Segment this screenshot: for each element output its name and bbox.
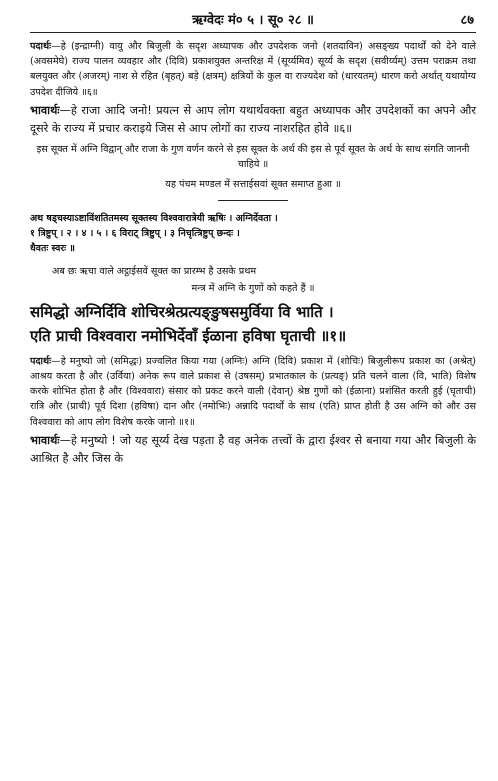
page-number: ८७: [460, 13, 474, 28]
bhavartha-text: —हे राजा आदि जनो! प्रयत्न से आप लोग यथार्थवक्ता बहुत अध्यापक और उपदेशकों का अपने और दूसरे के राज्य में प्रचार कराइये जिस से आप लोगों का राज्य नाशरहित होवे ॥६॥: [30, 103, 476, 135]
sukta-chhanda: १ त्रिष्टुप् । २ । ४ । ५ । ६ विराट् त्रिष्टुप् । ३ निचृत्त्रिष्टुप् छन्दः ।: [30, 227, 240, 239]
padartha-label: पदार्थः: [30, 355, 52, 367]
sukta-svara: धैवतः स्वरः ॥: [30, 242, 75, 254]
mantra-intro-line-1: अब छः ऋचा वाले अट्ठाईसवें सूक्त का प्रारम्भ है उसके प्रथम: [52, 265, 257, 277]
bhavartha-paragraph-1: [30, 102, 476, 138]
padartha-paragraph-2: [30, 354, 476, 430]
sukta-rishi-devata: अथ षड्चस्याऽष्टाविंशतितमस्य सूक्तस्य विश्ववारात्रेयी ऋषिः । अग्निर्देवता ।: [30, 212, 278, 224]
page-header: [30, 6, 476, 33]
bhavartha-label: भावार्थः: [30, 103, 60, 117]
running-title: ऋग्वेदः मं० ५ । सू० २८ ॥: [192, 13, 314, 28]
bhavartha-paragraph-2: [30, 432, 476, 468]
padartha-text: —हे मनुष्यो जो (समिद्धः) प्रज्वलित किया गया (अग्निः) अग्नि (दिवि) प्रकाश में (शोचिः) बिजुलीरूप प्रकाश का (अश्रेत्) आश्रय करता है और (उर्विया) अनेक रूप वाले प्रकाश से (उषसम्) प्रभातकाल के (प्रत्यङ्) प्रति चलने वाला (वि, भाति) विशेष करके शोभित होता है और (विश्ववारा) संसार को प्रकट करने वाली (देवान्) श्रेष्ठ गुणों को (ईळाना) प्रशंसित करती हुई (घृताची) रात्रि और (प्राची) पूर्व दिशा (हविषा) दान और (नमोभिः) अन्नादि पदार्थों के साथ (एति) प्राप्त होती है उस अग्नि को और उस विश्ववारा को आप लोग विशेष करके जानो ॥१॥: [30, 355, 476, 428]
padartha-label: पदार्थः: [30, 41, 52, 52]
sukta-completion-note: यह पंचम मण्डल में सत्ताईसवां सूक्त समाप्त हुआ ॥: [165, 178, 341, 190]
section-divider: [218, 200, 288, 201]
mantra-line-2: एति प्राची विश्ववारा नमोभिर्देवाँ ईळाना हविषा घृताची ॥१॥: [30, 326, 347, 345]
bhavartha-text: —हे मनुष्यो ! जो यह सूर्य्य देख पड़ता है वह अनेक तत्त्वों के द्वारा ईश्वर से बनाया गया और बिजुली के आश्रित है और जिस के: [30, 433, 476, 465]
sangati-note: इस सूक्त में अग्नि विद्वान् और राजा के गुण वर्णन करने से इस सूक्त के अर्थ की इस से पूर्व सूक्त के अर्थ के साथ संगति जाननी चाहिये ॥: [36, 143, 470, 171]
padartha-paragraph-1: [30, 39, 476, 100]
padartha-text: —हे (इन्द्राग्नी) वायु और बिजुली के सदृश अध्यापक और उपदेशक जनो (शतदाविन) असङ्ख्य पदार्थों को देने वाले (अवसमेघे) राज्य पालन व्यवहार और (दिवि) प्रकाशयुक्त अन्तरिक्ष में (सूर्य्यमिव) सूर्य्य के सदृश (सवीर्य्यम्) उत्तम पराक्रम तथा बलयुक्त और (अजरम्) नाश से रहित (बृहत्) बड़े (क्षत्रम्) क्षत्रियों के कुल वा राज्यदेश को (धारयतम्) धारण करो अर्थात् यथायोग्य उपदेश दीजिये ॥६॥: [30, 41, 476, 98]
bhavartha-label: भावार्थः: [30, 433, 60, 447]
mantra-line-1: समिद्धो अग्निर्दिवि शोचिरश्रेत्प्रत्यङ्ङुषसमुर्विया वि भाति ।: [30, 302, 334, 321]
mantra-intro-line-2: मन्त्र में अग्नि के गुणों को कहते हैं ॥: [191, 282, 315, 294]
